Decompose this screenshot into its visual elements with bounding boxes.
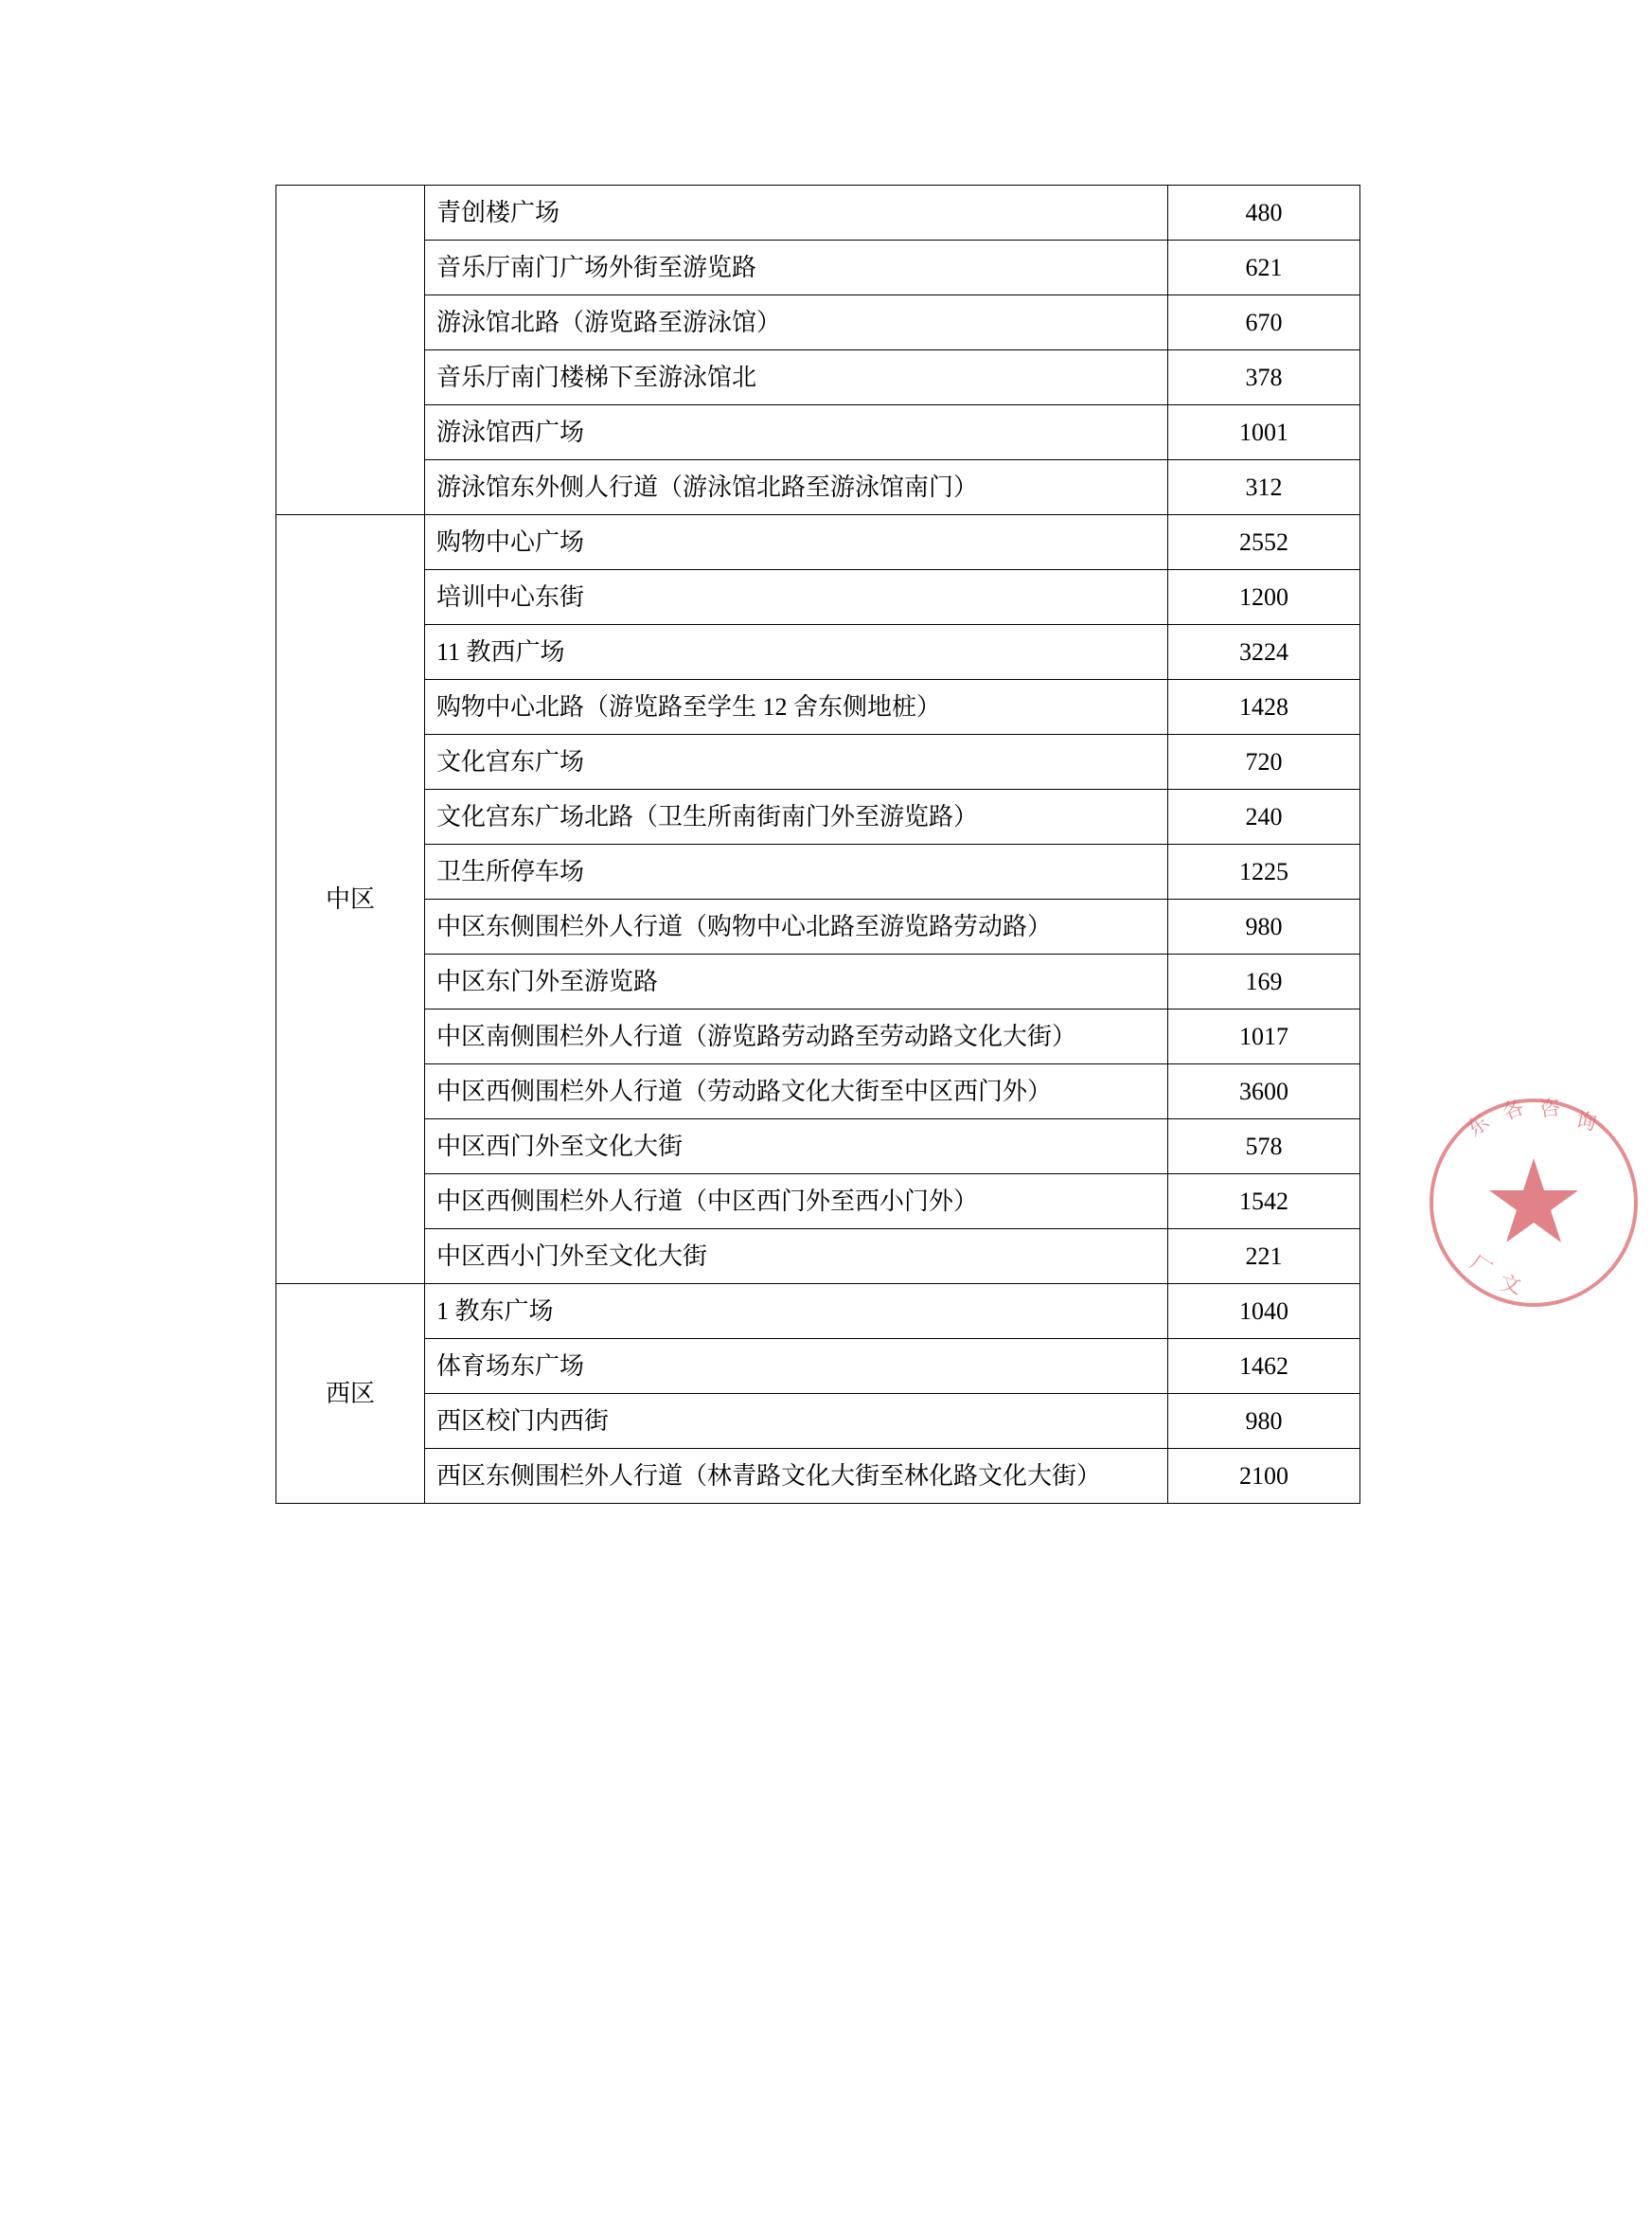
item-name: 中区东门外至游览路 (425, 955, 1168, 1009)
item-name: 西区东侧围栏外人行道（林青路文化大街至林化路文化大街） (425, 1449, 1168, 1504)
item-value: 1017 (1168, 1009, 1360, 1064)
table-row (276, 1119, 1360, 1174)
table-row (276, 405, 1360, 460)
table-row (276, 515, 1360, 570)
item-value: 578 (1168, 1119, 1360, 1174)
table-row (276, 1339, 1360, 1394)
zone-cell: 西区 (276, 1284, 425, 1504)
item-value: 3600 (1168, 1064, 1360, 1119)
table-row (276, 460, 1360, 515)
item-value: 670 (1168, 295, 1360, 350)
item-name: 11 教西广场 (425, 625, 1168, 680)
item-name: 文化宫东广场北路（卫生所南街南门外至游览路） (425, 790, 1168, 845)
item-name: 游泳馆北路（游览路至游泳馆） (425, 295, 1168, 350)
item-name: 中区西侧围栏外人行道（中区西门外至西小门外） (425, 1174, 1168, 1229)
table-row (276, 1009, 1360, 1064)
table-row (276, 295, 1360, 350)
svg-text:东: 东 (1462, 1109, 1494, 1141)
item-value: 3224 (1168, 625, 1360, 680)
item-value: 378 (1168, 350, 1360, 405)
item-name: 中区南侧围栏外人行道（游览路劳动路至劳动路文化大街） (425, 1009, 1168, 1064)
svg-text:各: 各 (1499, 1095, 1528, 1125)
item-value: 1001 (1168, 405, 1360, 460)
item-name: 青创楼广场 (425, 186, 1168, 241)
table-row (276, 570, 1360, 625)
table-row (276, 1284, 1360, 1339)
area-table-container (275, 185, 1288, 1504)
item-name: 中区西侧围栏外人行道（劳动路文化大街至中区西门外） (425, 1064, 1168, 1119)
item-name: 体育场东广场 (425, 1339, 1168, 1394)
item-value: 980 (1168, 1394, 1360, 1449)
table-row (276, 1174, 1360, 1229)
item-value: 1462 (1168, 1339, 1360, 1394)
item-value: 1200 (1168, 570, 1360, 625)
item-value: 1040 (1168, 1284, 1360, 1339)
official-seal-stamp (1415, 1084, 1652, 1321)
item-value: 1428 (1168, 680, 1360, 735)
svg-text:咨: 咨 (1537, 1095, 1562, 1121)
area-table (275, 185, 1360, 1504)
item-value: 2552 (1168, 515, 1360, 570)
table-row (276, 735, 1360, 790)
zone-cell: 中区 (276, 515, 425, 1284)
item-value: 221 (1168, 1229, 1360, 1284)
item-value: 1225 (1168, 845, 1360, 900)
item-value: 720 (1168, 735, 1360, 790)
item-value: 621 (1168, 241, 1360, 295)
item-name: 培训中心东街 (425, 570, 1168, 625)
item-name: 卫生所停车场 (425, 845, 1168, 900)
item-value: 980 (1168, 900, 1360, 955)
item-name: 中区西门外至文化大街 (425, 1119, 1168, 1174)
table-row (276, 845, 1360, 900)
svg-text:询: 询 (1572, 1107, 1599, 1135)
item-value: 240 (1168, 790, 1360, 845)
item-value: 1542 (1168, 1174, 1360, 1229)
table-row (276, 350, 1360, 405)
table-row (276, 1229, 1360, 1284)
table-row (276, 955, 1360, 1009)
table-row (276, 790, 1360, 845)
item-name: 中区东侧围栏外人行道（购物中心北路至游览路劳动路） (425, 900, 1168, 955)
table-row (276, 680, 1360, 735)
item-name: 文化宫东广场 (425, 735, 1168, 790)
item-name: 1 教东广场 (425, 1284, 1168, 1339)
table-row (276, 1394, 1360, 1449)
item-name: 中区西小门外至文化大街 (425, 1229, 1168, 1284)
item-value: 480 (1168, 186, 1360, 241)
item-name: 游泳馆西广场 (425, 405, 1168, 460)
area-table-body (276, 186, 1360, 1504)
item-name: 西区校门内西街 (425, 1394, 1168, 1449)
item-name: 购物中心广场 (425, 515, 1168, 570)
item-name: 音乐厅南门楼梯下至游泳馆北 (425, 350, 1168, 405)
item-name: 游泳馆东外侧人行道（游泳馆北路至游泳馆南门） (425, 460, 1168, 515)
table-row (276, 241, 1360, 295)
table-row (276, 186, 1360, 241)
table-row (276, 1064, 1360, 1119)
table-row (276, 625, 1360, 680)
item-value: 169 (1168, 955, 1360, 1009)
item-value: 312 (1168, 460, 1360, 515)
table-row (276, 900, 1360, 955)
svg-text:文: 文 (1497, 1270, 1524, 1299)
zone-cell-continued (276, 186, 425, 515)
item-name: 音乐厅南门广场外街至游览路 (425, 241, 1168, 295)
item-name: 购物中心北路（游览路至学生 12 舍东侧地桩） (425, 680, 1168, 735)
svg-text:厂: 厂 (1465, 1250, 1497, 1282)
table-row (276, 1449, 1360, 1504)
item-value: 2100 (1168, 1449, 1360, 1504)
